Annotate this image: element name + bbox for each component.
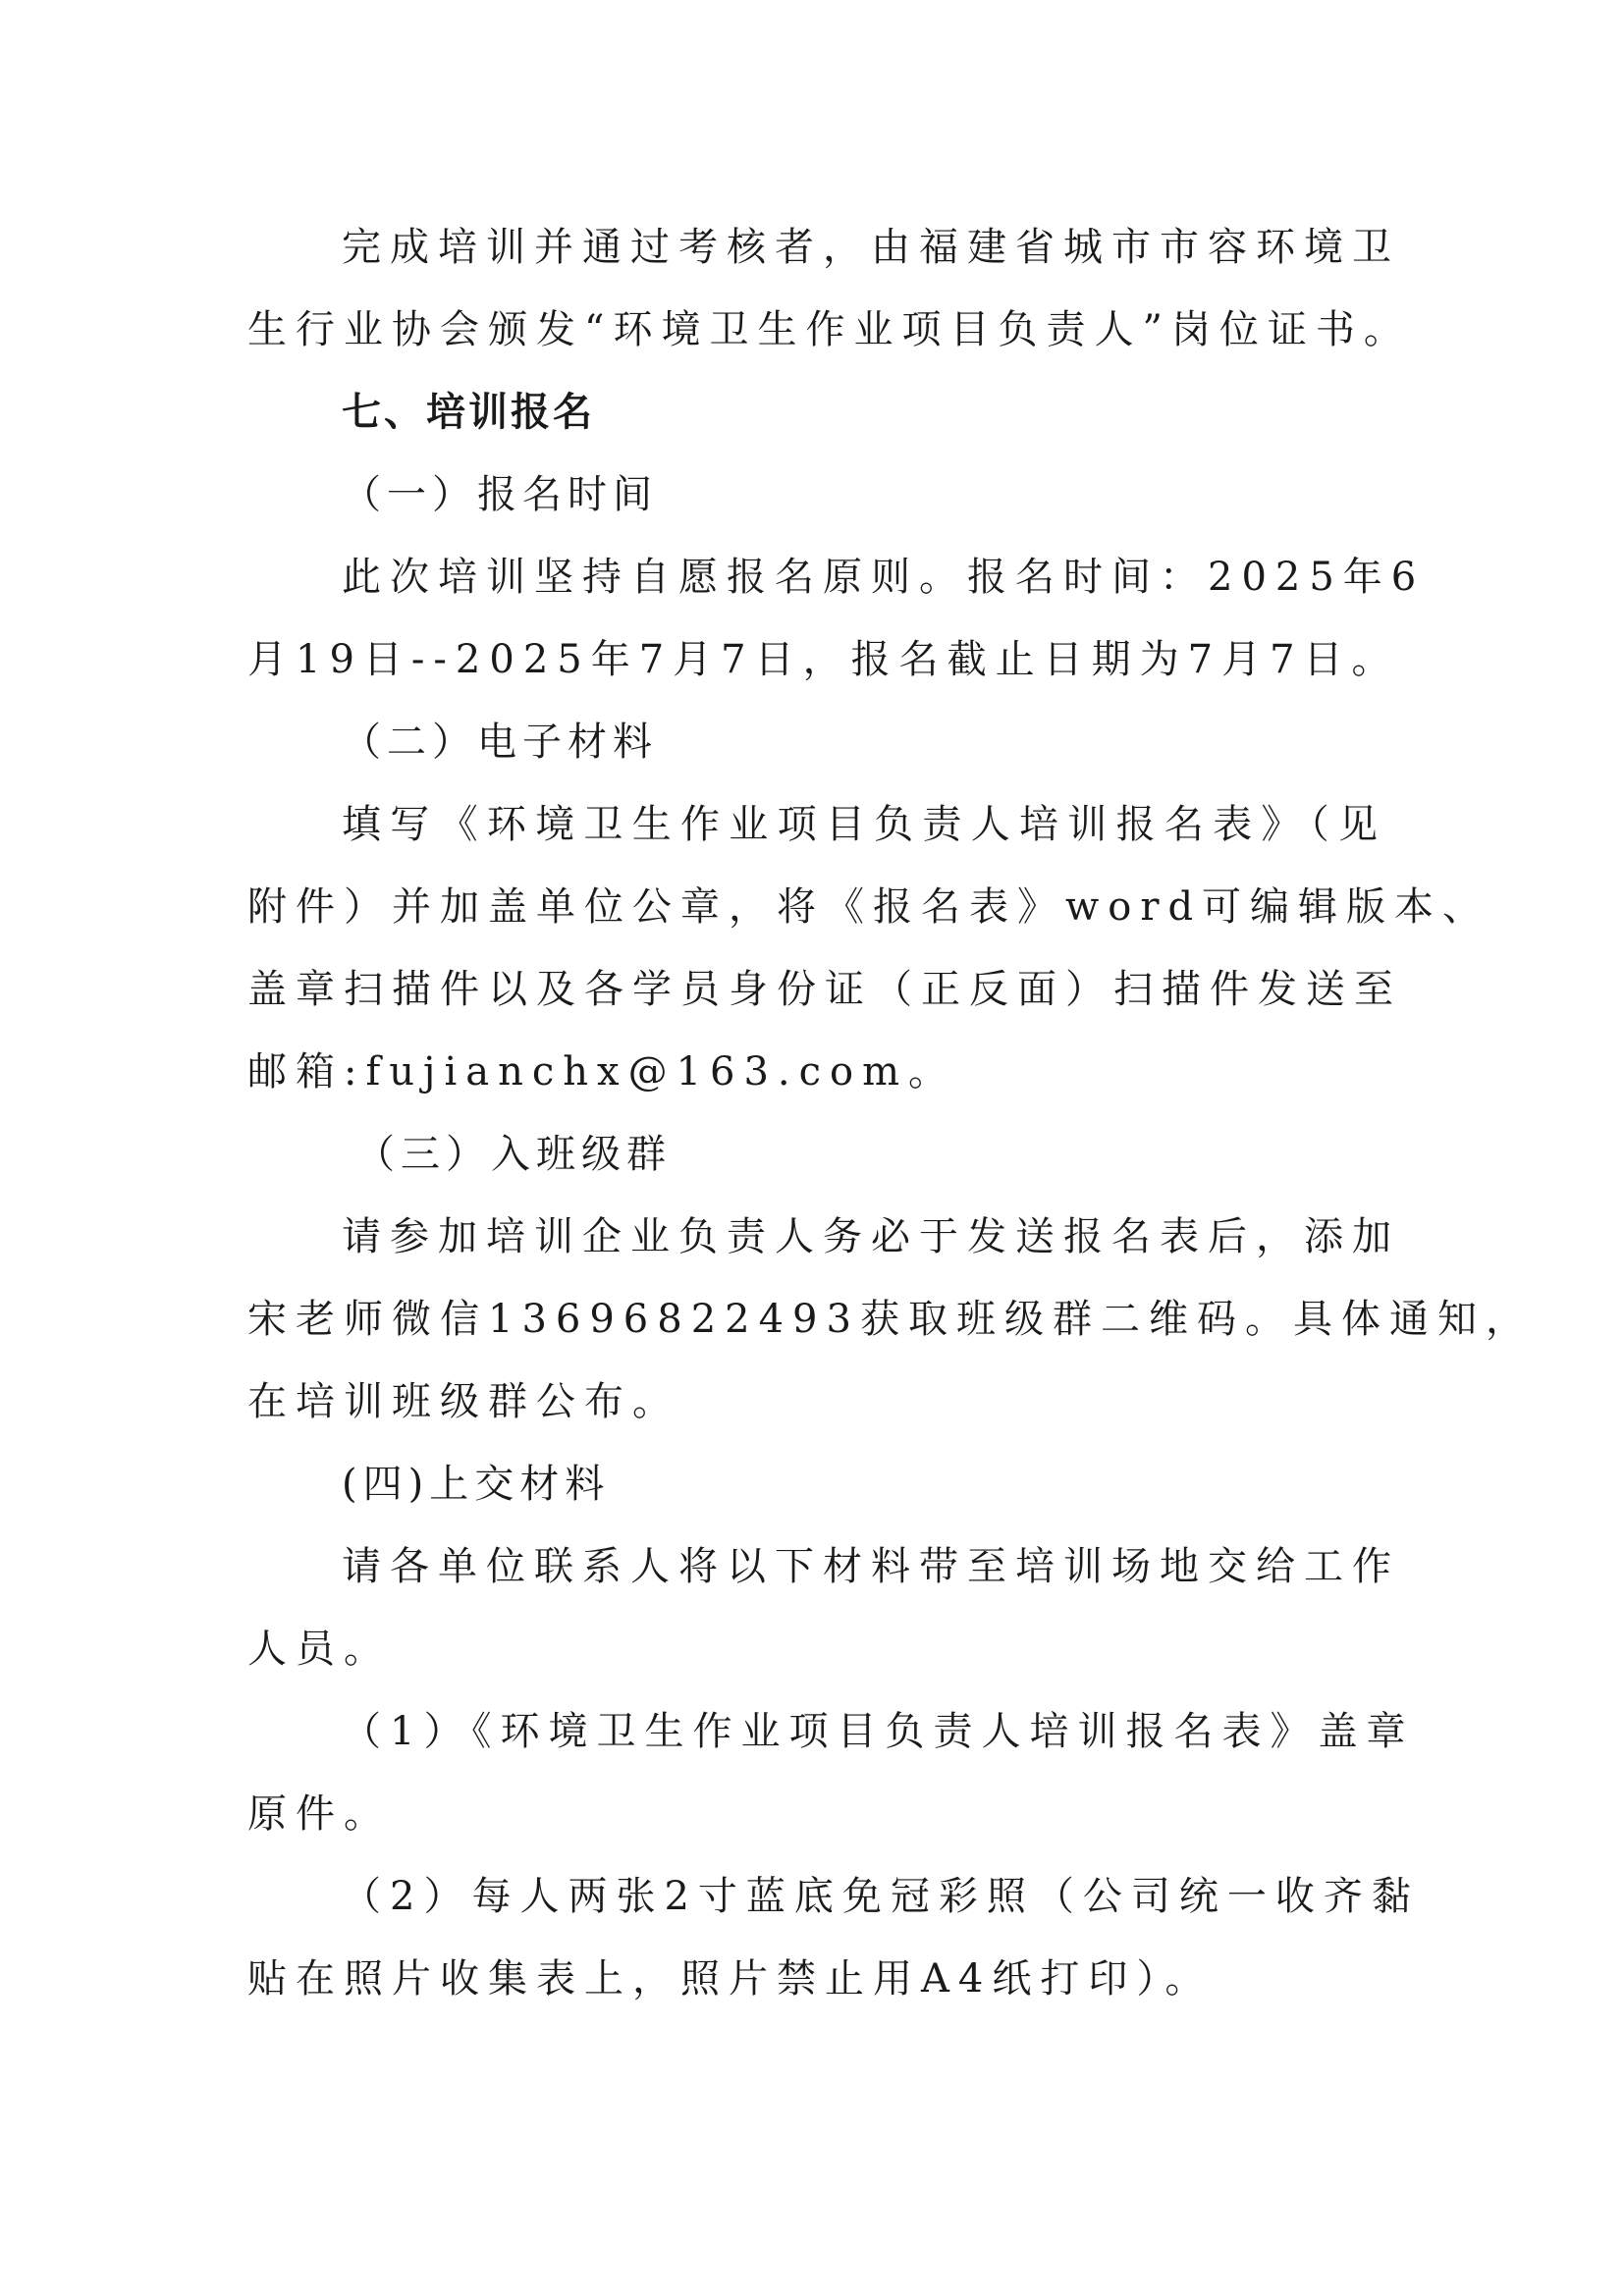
paragraph-class-group-line: 在培训班级群公布。 [247,1379,680,1424]
paragraph-submit-materials-line: 人员。 [247,1627,392,1672]
paragraph-electronic-materials-line: 填写《环境卫生作业项目负责人培训报名表》（见 [342,802,1386,847]
paragraph-electronic-materials-line: 附件）并加盖单位公章，将《报名表》word可编辑版本、 [247,884,1491,930]
subheading-join-class-group: （三）入班级群 [355,1132,672,1177]
subheading-registration-time: （一）报名时间 [342,472,658,517]
subheading-submit-materials: (四)上交材料 [342,1462,611,1507]
document-body [247,206,1534,2020]
list-item-registration-form: （1）《环境卫生作业项目负责人培训报名表》盖章 [342,1709,1415,1754]
paragraph-class-group-line: 宋老师微信13696822493获取班级群二维码。具体通知， [247,1297,1534,1342]
paragraph-certificate-line: 生行业协会颁发“环境卫生作业项目负责人”岗位证书。 [247,307,1412,352]
paragraph-registration-time-line: 月19日--2025年7月7日，报名截止日期为7月7日。 [247,637,1400,682]
list-item-photos: （2）每人两张2寸蓝底免冠彩照（公司统一收齐黏 [342,1874,1420,1919]
list-item-photos: 贴在照片收集表上，照片禁止用A4纸打印）。 [247,1956,1214,2002]
paragraph-electronic-materials-line: 盖章扫描件以及各学员身份证（正反面）扫描件发送至 [247,967,1402,1012]
subheading-electronic-materials: （二）电子材料 [342,720,658,765]
section-heading-registration: 七、培训报名 [342,390,595,435]
paragraph-certificate-line: 完成培训并通过考核者，由福建省城市市容环境卫 [342,225,1400,270]
list-item-registration-form: 原件。 [247,1791,392,1837]
paragraph-email-line: 邮箱:fujianchx@163.com。 [247,1049,957,1095]
paragraph-class-group-line: 请参加培训企业负责人务必于发送报名表后，添加 [342,1214,1400,1259]
paragraph-submit-materials-line: 请各单位联系人将以下材料带至培训场地交给工作 [342,1544,1400,1589]
paragraph-registration-time-line: 此次培训坚持自愿报名原则。报名时间：2025年6 [342,555,1426,600]
